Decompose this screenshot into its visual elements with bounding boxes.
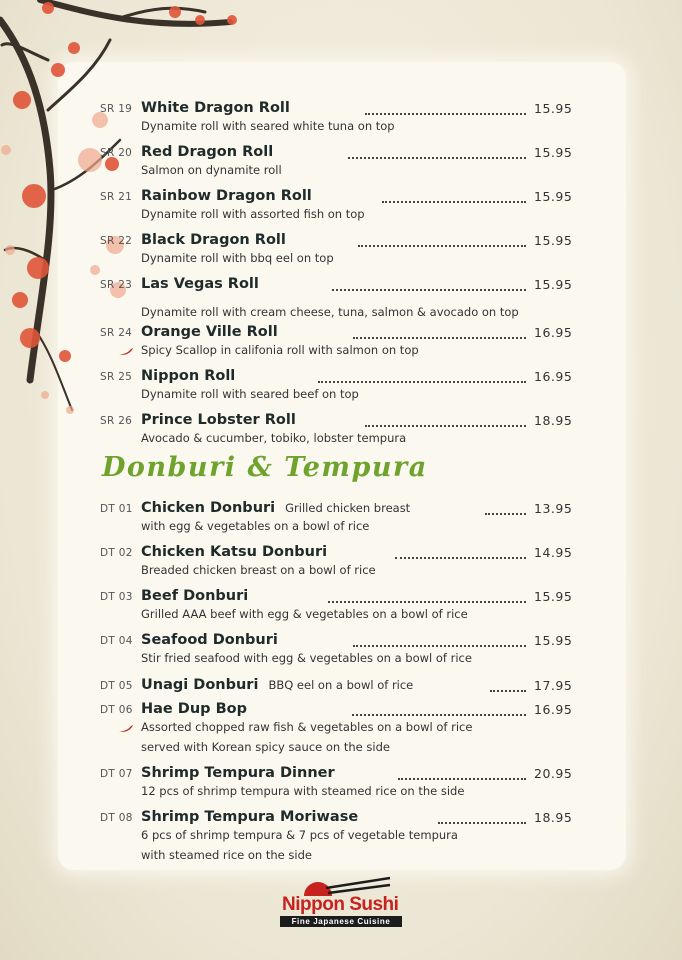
item-price: 15.95 [534, 233, 573, 248]
item-code: DT 08 [100, 812, 133, 824]
dot-leader [365, 413, 526, 427]
item-description: Stir fried seafood with egg & vegetables on a bowl of rice [141, 651, 472, 665]
item-name-row [141, 144, 273, 160]
dot-leader [485, 501, 526, 515]
item-code: DT 05 [100, 680, 133, 692]
item-description: 12 pcs of shrimp tempura with steamed rice on the side [141, 784, 465, 798]
item-name: Hae Dup Bop [141, 701, 247, 717]
dot-leader [328, 589, 526, 603]
dot-leader [332, 277, 526, 291]
item-code: DT 03 [100, 591, 133, 603]
item-code: DT 04 [100, 635, 133, 647]
item-name-row [141, 544, 327, 560]
item-price: 15.95 [534, 145, 573, 160]
item-name-row [141, 765, 335, 781]
dot-leader [365, 101, 526, 115]
item-code: SR 22 [100, 235, 133, 247]
item-name-row [141, 500, 410, 516]
item-name: Unagi Donburi [141, 677, 259, 693]
item-name-row [141, 232, 286, 248]
item-name: Chicken Katsu Donburi [141, 544, 328, 560]
item-name: White Dragon Roll [141, 100, 290, 116]
item-code: DT 07 [100, 768, 133, 780]
item-name-row [141, 809, 358, 825]
item-name-row [141, 632, 278, 648]
item-name: Nippon Roll [141, 368, 236, 384]
item-price: 16.95 [534, 369, 573, 384]
item-description: Dynamite roll with seared white tuna on top [141, 119, 395, 133]
dot-leader [398, 766, 526, 780]
item-inline-description: BBQ eel on a bowl of rice [268, 678, 414, 692]
item-description: Grilled AAA beef with egg & vegetables on a bowl of rice [141, 607, 468, 621]
item-name: Chicken Donburi [141, 500, 276, 516]
item-price: 13.95 [534, 501, 573, 516]
item-code: DT 02 [100, 547, 133, 559]
item-price: 14.95 [534, 545, 573, 560]
item-name-row [141, 677, 413, 693]
item-name: Prince Lobster Roll [141, 412, 296, 428]
item-price: 15.95 [534, 633, 573, 648]
item-description: Spicy Scallop in califonia roll with salmon on top [141, 343, 419, 357]
item-code: DT 01 [100, 503, 133, 515]
dot-leader [352, 702, 526, 716]
item-name: Orange Ville Roll [141, 324, 278, 340]
item-price: 18.95 [534, 810, 573, 825]
item-price: 15.95 [534, 189, 573, 204]
item-code: SR 20 [100, 147, 133, 159]
item-name-row [141, 100, 290, 116]
logo-tagline: Fine Japanese Cuisine [280, 916, 402, 927]
item-inline-description: Grilled chicken breast [285, 501, 411, 515]
item-name: Shrimp Tempura Dinner [141, 765, 335, 781]
item-description: with egg & vegetables on a bowl of rice [141, 519, 370, 533]
dot-leader [395, 545, 526, 559]
item-description: Salmon on dynamite roll [141, 163, 282, 177]
item-code: SR 19 [100, 103, 133, 115]
item-name: Red Dragon Roll [141, 144, 274, 160]
item-name: Black Dragon Roll [141, 232, 286, 248]
item-price: 18.95 [534, 413, 573, 428]
dot-leader [348, 145, 526, 159]
item-code: SR 23 [100, 279, 133, 291]
dot-leader [318, 369, 526, 383]
dot-leader [353, 633, 526, 647]
item-name: Seafood Donburi [141, 632, 278, 648]
item-description: Assorted chopped raw fish & vegetables on a bowl of rice [141, 720, 473, 734]
item-name: Beef Donburi [141, 588, 249, 604]
section-title: Donburi & Tempura [102, 452, 428, 483]
item-price: 15.95 [534, 101, 573, 116]
item-price: 20.95 [534, 766, 573, 781]
item-price: 16.95 [534, 702, 573, 717]
item-name: Las Vegas Roll [141, 276, 259, 292]
item-code: SR 26 [100, 415, 133, 427]
item-description: Avocado & cucumber, tobiko, lobster tempura [141, 431, 407, 445]
logo-wordmark: Nippon Sushi [282, 894, 399, 915]
item-name-row [141, 588, 248, 604]
item-name-row [141, 276, 259, 292]
item-price: 15.95 [534, 277, 573, 292]
dot-leader [353, 325, 526, 339]
item-price: 17.95 [534, 678, 573, 693]
item-description: Dynamite roll with cream cheese, tuna, salmon & avocado on top [141, 305, 519, 319]
item-description: 6 pcs of shrimp tempura & 7 pcs of vegetable tempura [141, 828, 458, 842]
item-price: 16.95 [534, 325, 573, 340]
item-name-row [141, 701, 247, 717]
dot-leader [490, 678, 526, 692]
dot-leader [382, 189, 526, 203]
item-code: SR 21 [100, 191, 133, 203]
restaurant-logo [280, 874, 404, 930]
item-name: Rainbow Dragon Roll [141, 188, 312, 204]
item-description: with steamed rice on the side [141, 848, 312, 862]
item-code: SR 25 [100, 371, 133, 383]
item-description: Dynamite roll with seared beef on top [141, 387, 359, 401]
item-name: Shrimp Tempura Moriwase [141, 809, 359, 825]
dot-leader [358, 233, 526, 247]
item-name-row [141, 412, 296, 428]
item-description: Dynamite roll with assorted fish on top [141, 207, 365, 221]
item-description: Breaded chicken breast on a bowl of rice [141, 563, 376, 577]
item-code: DT 06 [100, 704, 133, 716]
dot-leader [438, 810, 526, 824]
item-description: Dynamite roll with bbq eel on top [141, 251, 334, 265]
chili-pepper-icon [118, 346, 134, 356]
item-name-row [141, 368, 235, 384]
item-name-row [141, 188, 312, 204]
item-code: SR 24 [100, 327, 133, 339]
item-price: 15.95 [534, 589, 573, 604]
item-description: served with Korean spicy sauce on the side [141, 740, 390, 754]
item-name-row [141, 324, 278, 340]
chili-pepper-icon [118, 723, 134, 733]
